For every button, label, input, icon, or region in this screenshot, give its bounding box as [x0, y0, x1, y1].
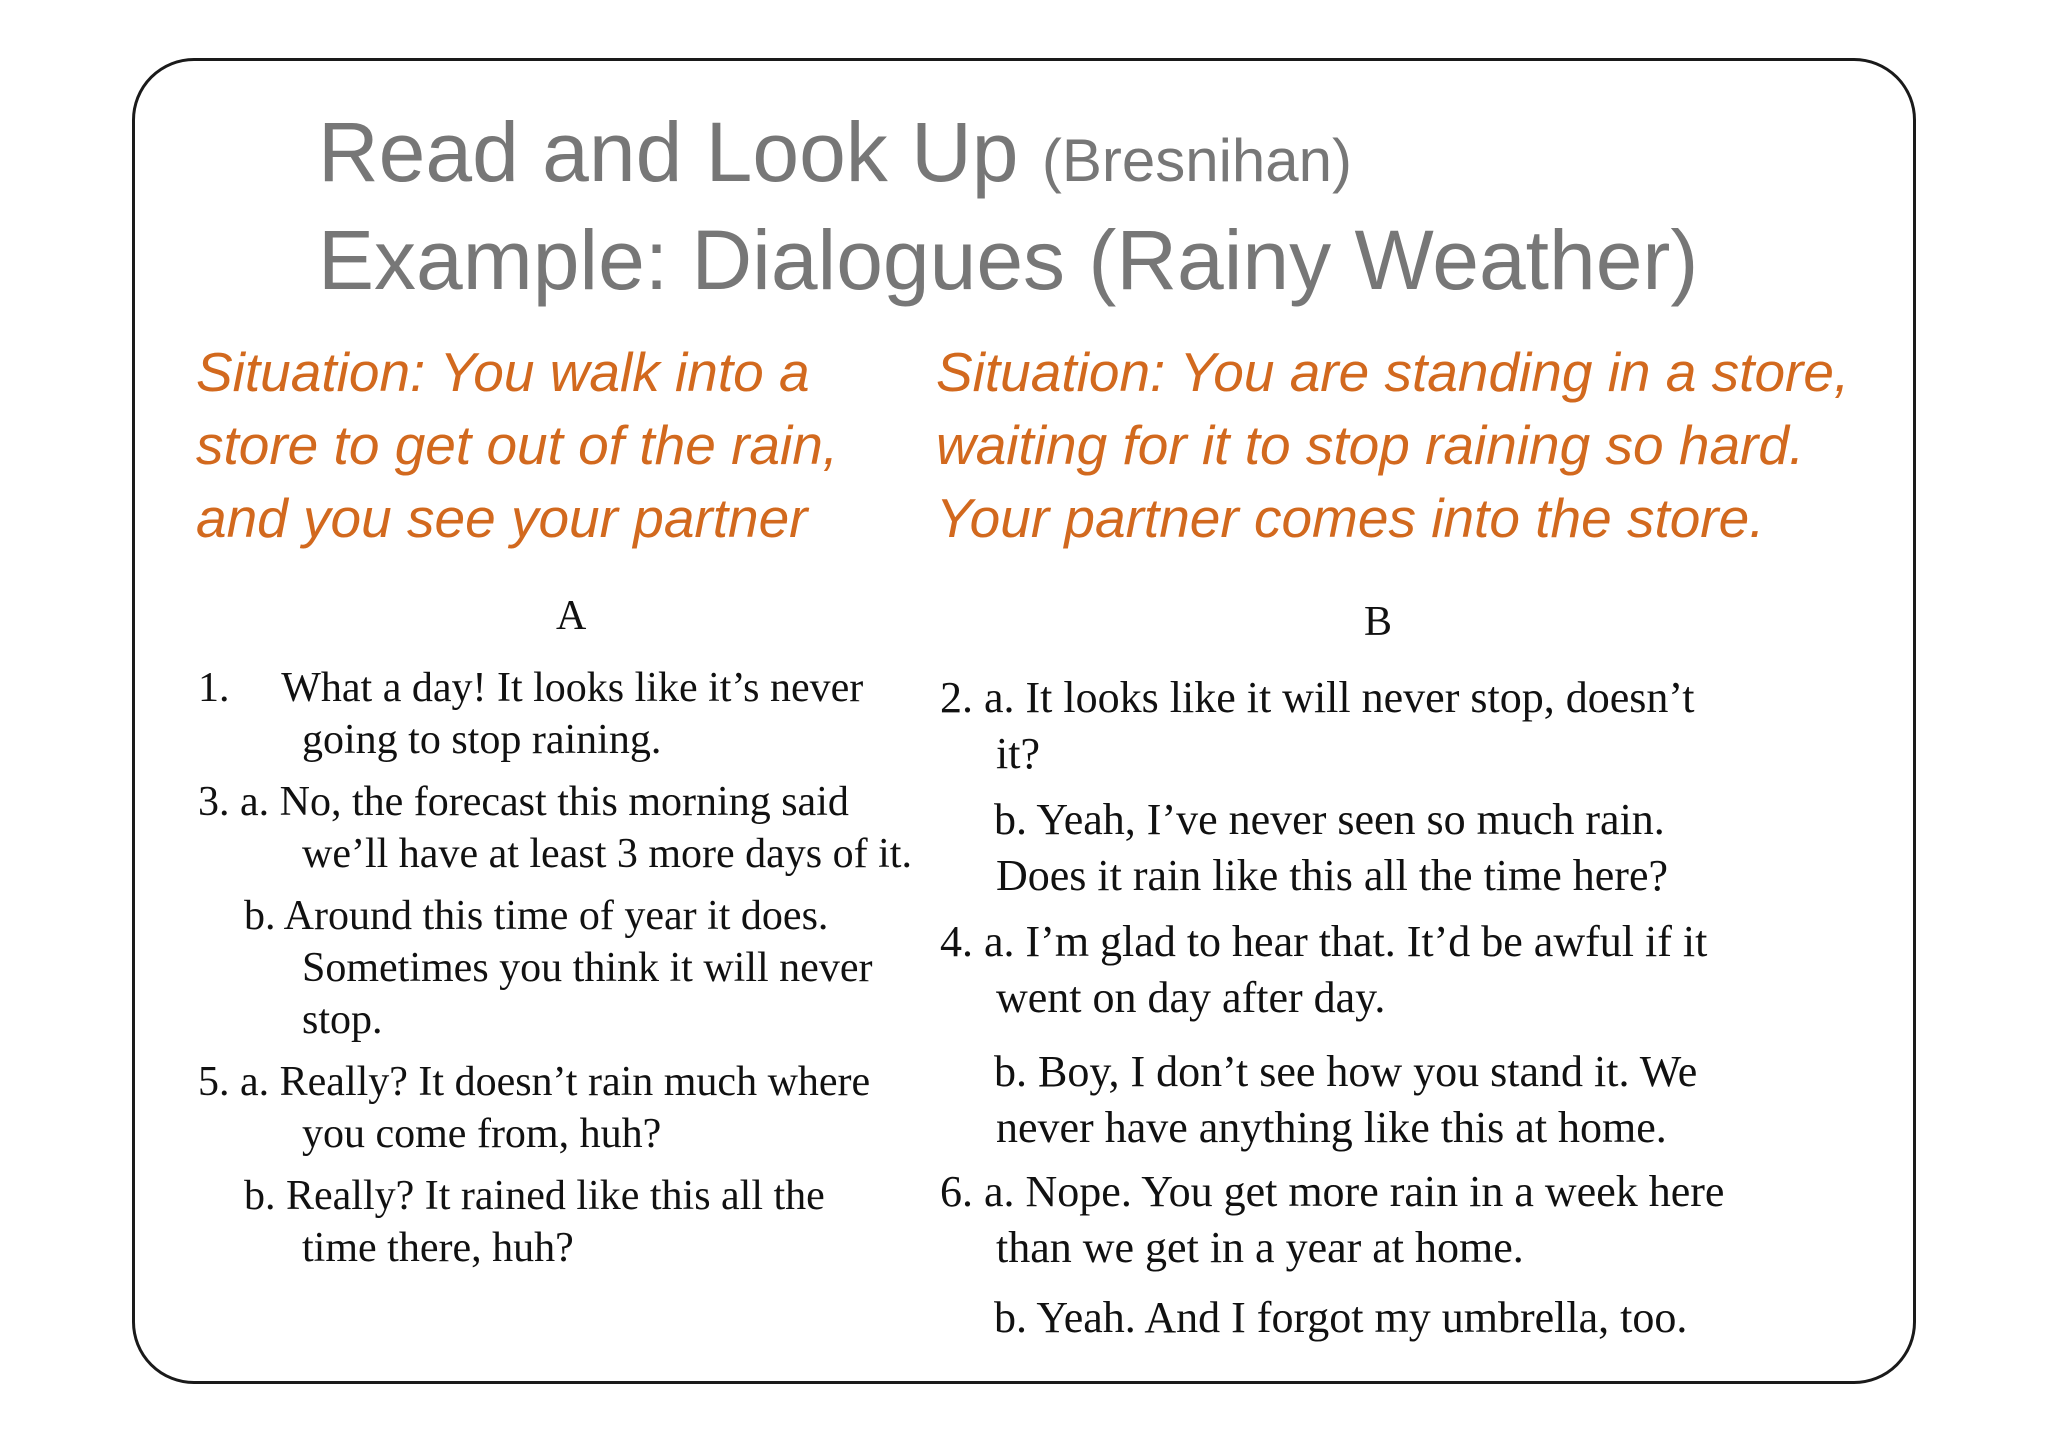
dialogue-line: b. Boy, I don’t see how you stand it. We	[994, 1047, 1698, 1096]
dialogue-b-4b	[994, 1044, 1697, 1156]
dialogue-a-5b	[244, 1170, 825, 1274]
dialogue-line: going to stop raining.	[302, 717, 662, 763]
dialogue-line: Does it rain like this all the time here?	[996, 851, 1669, 900]
dialogue-line: time there, huh?	[302, 1225, 574, 1271]
dialogue-line: 1. What a day! It looks like it’s never	[198, 665, 864, 711]
situation-b-line: Your partner comes into the store.	[936, 487, 1765, 549]
situation-b-line: waiting for it to stop raining so hard.	[936, 414, 1805, 476]
situation-b	[936, 336, 1849, 555]
dialogue-line: Sometimes you think it will never	[302, 945, 873, 991]
dialogue-a-3b	[244, 890, 872, 1046]
dialogue-line: b. Really? It rained like this all the	[244, 1173, 825, 1219]
situation-a-line: store to get out of the rain,	[196, 414, 839, 476]
dialogue-line: stop.	[302, 997, 383, 1043]
dialogue-b-6b	[994, 1290, 1687, 1346]
title-line-1	[318, 104, 1352, 209]
title-attribution: (Bresnihan)	[1041, 127, 1352, 194]
dialogue-line: we’ll have at least 3 more days of it.	[302, 831, 912, 877]
dialogue-line: than we get in a year at home.	[996, 1223, 1524, 1272]
dialogue-a-1	[198, 662, 863, 766]
situation-b-line: Situation: You are standing in a store,	[936, 341, 1850, 403]
situation-a-line: Situation: You walk into a	[196, 341, 810, 403]
dialogue-line: b. Yeah. And I forgot my umbrella, too.	[994, 1293, 1688, 1342]
situation-a-line: and you see your partner	[196, 487, 808, 549]
situation-a	[196, 336, 838, 555]
dialogue-a-3a	[198, 776, 912, 880]
dialogue-line: b. Yeah, I’ve never seen so much rain.	[994, 795, 1665, 844]
dialogue-b-6a	[940, 1164, 1724, 1276]
column-b-header: B	[1364, 599, 1393, 645]
dialogue-line: you come from, huh?	[302, 1111, 662, 1157]
title-line-2: Example: Dialogues (Rainy Weather)	[318, 213, 1699, 307]
dialogue-line: 6. a. Nope. You get more rain in a week here	[940, 1167, 1725, 1216]
dialogue-line: 2. a. It looks like it will never stop, doesn’t	[940, 673, 1695, 722]
dialogue-line: b. Around this time of year it does.	[244, 893, 829, 939]
title-main: Read and Look Up	[318, 105, 1019, 199]
dialogue-line: it?	[996, 729, 1040, 778]
dialogue-line: never have anything like this at home.	[996, 1103, 1667, 1152]
dialogue-line: went on day after day.	[996, 973, 1386, 1022]
dialogue-b-2a	[940, 670, 1694, 782]
dialogue-b-4a	[940, 914, 1707, 1026]
dialogue-a-5a	[198, 1056, 870, 1160]
dialogue-line: 3. a. No, the forecast this morning said	[198, 779, 849, 825]
dialogue-b-2b	[994, 792, 1668, 904]
column-a-header: A	[556, 593, 587, 639]
dialogue-line: 5. a. Really? It doesn’t rain much where	[198, 1059, 871, 1105]
dialogue-line: 4. a. I’m glad to hear that. It’d be awful if it	[940, 917, 1708, 966]
